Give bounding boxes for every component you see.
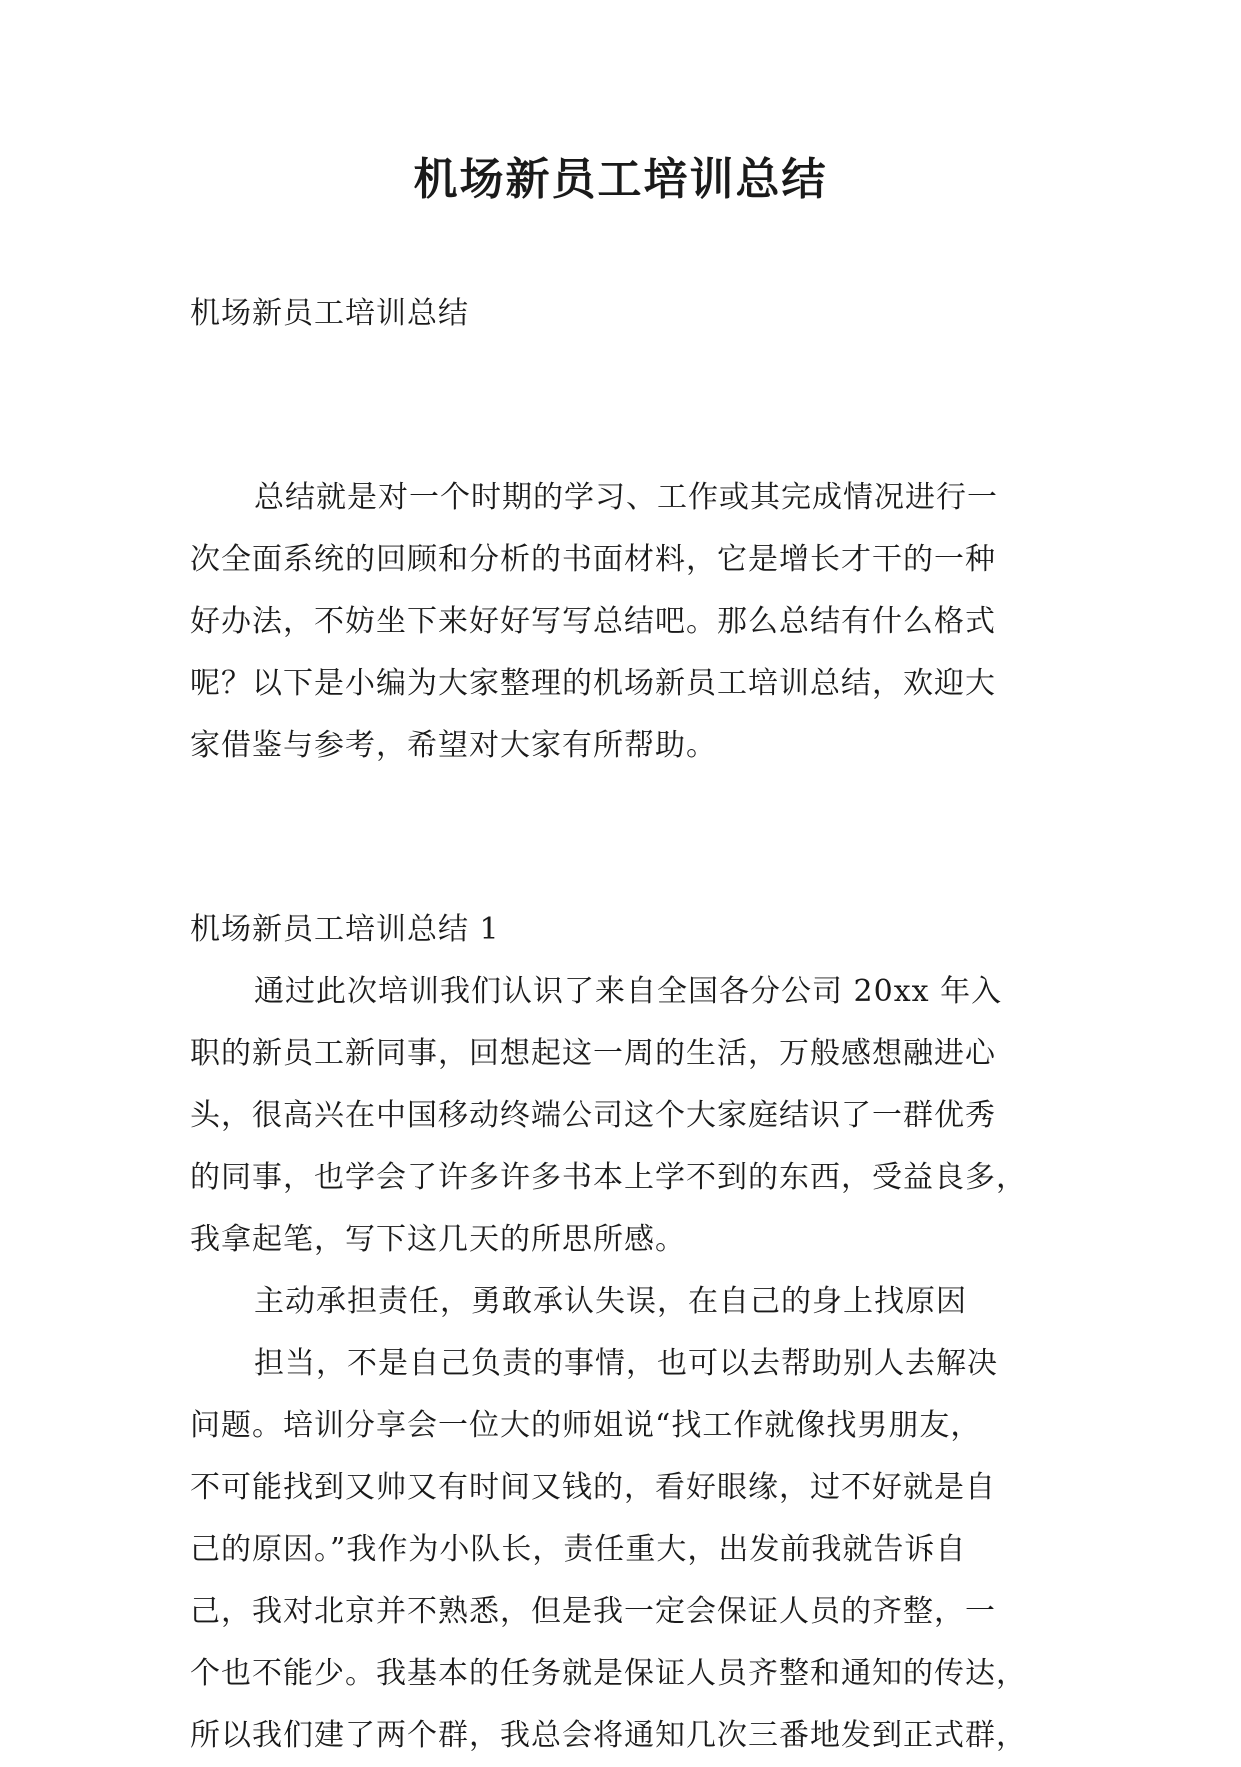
text-line: 机场新员工培训总结 1 (190, 912, 500, 947)
text-line: 主动承担责任，勇敢承认失误，在自己的身上找原因 (254, 1284, 967, 1319)
text-line: 我拿起笔，写下这几天的所思所感。 (190, 1222, 686, 1257)
document-title: 机场新员工培训总结 (413, 154, 828, 205)
document-body (190, 283, 1050, 1767)
text-line: 机场新员工培训总结 (190, 296, 469, 331)
text-line: 担当，不是自己负责的事情，也可以去帮助别人去解决 (254, 1346, 998, 1381)
text-line: 头，很高兴在中国移动终端公司这个大家庭结识了一群优秀 (190, 1098, 996, 1133)
text-line: 己的原因。”我作为小队长，责任重大，出发前我就告诉自 (190, 1532, 967, 1567)
text-line: 问题。培训分享会一位大的师姐说“找工作就像找男朋友， (190, 1408, 982, 1443)
text-line: 家借鉴与参考，希望对大家有所帮助。 (190, 728, 717, 763)
text-line: 总结就是对一个时期的学习、工作或其完成情况进行一 (254, 480, 998, 515)
text-line: 个也不能少。我基本的任务就是保证人员齐整和通知的传达， (190, 1656, 1027, 1691)
text-line: 好办法，不妨坐下来好好写写总结吧。那么总结有什么格式 (190, 604, 996, 639)
paragraph-gap (190, 375, 1050, 437)
text-line: 通过此次培训我们认识了来自全国各分公司 20xx 年入 (254, 974, 1003, 1009)
text-line: 所以我们建了两个群，我总会将通知几次三番地发到正式群， (190, 1718, 1027, 1753)
text-line: 呢？以下是小编为大家整理的机场新员工培训总结，欢迎大 (190, 666, 996, 701)
text-line: 职的新员工新同事，回想起这一周的生活，万般感想融进心 (190, 1036, 996, 1071)
text-line: 己，我对北京并不熟悉，但是我一定会保证人员的齐整，一 (190, 1594, 996, 1629)
text-line: 不可能找到又帅又有时间又钱的，看好眼缘，过不好就是自 (190, 1470, 996, 1505)
text-line: 次全面系统的回顾和分析的书面材料，它是增长才干的一种 (190, 542, 996, 577)
text-line: 的同事，也学会了许多许多书本上学不到的东西，受益良多， (190, 1160, 1027, 1195)
paragraph-gap (190, 807, 1050, 869)
